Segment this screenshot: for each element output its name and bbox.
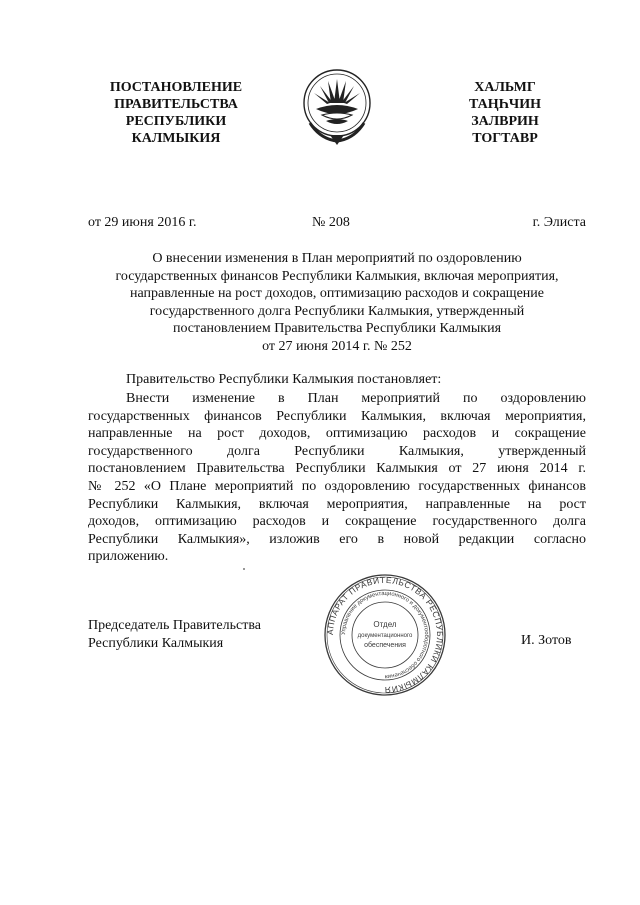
header-right-line: ЗАЛВРИН xyxy=(471,114,539,129)
header-right-line: ХАЛЬМГ xyxy=(474,80,536,95)
body-line: Республики Калмыкия», изложив его в новой редакции согласно xyxy=(88,531,586,547)
body-line: государственного долга Республики Калмыкия, утвержденный xyxy=(88,443,586,459)
header-left-line: КАЛМЫКИЯ xyxy=(131,131,221,146)
body-line: № 252 «О Плане мероприятий по оздоровлению государственных финансов xyxy=(88,478,586,494)
stamp-center-line: обеспечения xyxy=(364,642,406,649)
title-line: постановлением Правительства Республики Калмыкия xyxy=(172,321,502,337)
title-line: государственных финансов Республики Калмыкия, включая мероприятия, xyxy=(115,268,559,284)
document-title xyxy=(88,250,586,356)
signer-position-line: Председатель Правительства xyxy=(88,618,261,633)
decree-intro: Правительство Республики Калмыкия постановляет: xyxy=(126,372,442,387)
header-left-line: ПОСТАНОВЛЕНИЕ xyxy=(109,80,243,95)
body-line: Внести изменение в План мероприятий по оздоровлению xyxy=(126,391,586,406)
office-stamp-icon xyxy=(322,572,448,698)
header-right-title xyxy=(450,79,560,147)
document-number: № 208 xyxy=(312,215,350,230)
body-line: направленные на рост доходов, оптимизацию расходов и сокращение xyxy=(88,426,586,442)
stamp-inner-text: Управление документационного и документооборотного обеспечения xyxy=(340,590,430,680)
document-city: г. Элиста xyxy=(532,215,586,230)
header-left-line: РЕСПУБЛИКИ xyxy=(125,114,227,129)
stamp-center-line: Отдел xyxy=(373,620,397,629)
signer-name: И. Зотов xyxy=(521,633,572,648)
header-left-line: ПРАВИТЕЛЬСТВА xyxy=(114,97,238,112)
body-line: Республики Калмыкия, включая мероприятия, направленные на рост xyxy=(88,496,586,512)
title-line: направленные на рост доходов, оптимизацию расходов и сокращение xyxy=(129,286,544,302)
title-line: государственного долга Республики Калмыкия, утвержденный xyxy=(149,303,525,319)
speck-mark xyxy=(243,568,245,570)
body-line: государственных финансов Республики Калмыкия, включая мероприятия, xyxy=(88,408,586,424)
title-line: О внесении изменения в План мероприятий по оздоровлению xyxy=(152,251,522,266)
header-right-line: ТАҢҺЧИН xyxy=(469,97,541,112)
coat-of-arms-of-kalmykia-icon xyxy=(300,65,374,147)
document-meta-row xyxy=(88,215,586,235)
decree-body xyxy=(88,390,586,566)
title-line: от 27 июня 2014 г. № 252 xyxy=(262,338,412,354)
body-line: доходов, оптимизацию расходов и сокращение государственного долга xyxy=(88,514,586,530)
stamp-outer-text: АППАРАТ ПРАВИТЕЛЬСТВА РЕСПУБЛИКИ КАЛМЫКИЯ xyxy=(324,574,446,696)
header-right-line: ТОГТАВР xyxy=(472,131,538,146)
signer-position-line: Республики Калмыкия xyxy=(88,636,224,651)
body-line: постановлением Правительства Республики Калмыкия от 27 июня 2014 г. xyxy=(88,461,586,477)
body-line: приложению. xyxy=(88,549,169,565)
stamp-center-line: документационного xyxy=(357,633,413,639)
signer-position xyxy=(88,617,261,653)
header-left-title xyxy=(88,79,264,147)
document-date: от 29 июня 2016 г. xyxy=(88,215,197,230)
